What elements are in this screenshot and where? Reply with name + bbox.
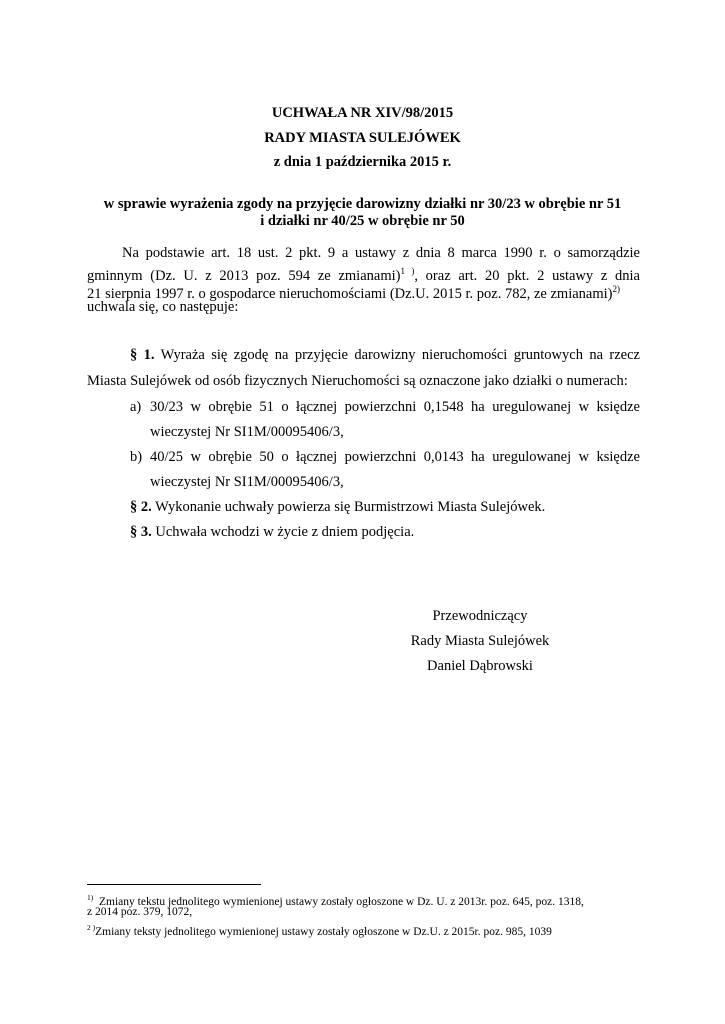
section-2-label: § 2. [130,499,152,515]
section-2 [130,498,545,516]
section-2-text: Wykonanie uchwały powierza się Burmistrzowi Miasta Sulejówek. [155,499,546,515]
footnote-2-text: Zmiany teksty jednolitego wymienionej ustawy zostały ogłoszone w Dz.U. z 2015r. poz. 985, 1039 [95,926,552,938]
section-3 [130,523,414,541]
preamble-line-4: uchwala się, co następuje: [87,299,239,315]
preamble-line-1: Na podstawie art. 18 ust. 2 pkt. 9 a ustawy z dnia 8 marca 1990 r. o samorządzie [122,245,640,261]
item-b-marker: b) [130,449,143,465]
preamble-line-2-text-b: , oraz art. 20 pkt. 2 ustawy z dnia [414,268,640,284]
subject-line-1: w sprawie wyrażenia zgody na przyjęcie darowizny działki nr 30/23 w obrębie nr 51 [103,196,622,212]
signature-council: Rady Miasta Sulejówek [410,633,550,649]
section-1-text: Wyraża się zgodę na przyjęcie darowizny nieruchomości gruntowych na rzecz [160,347,640,363]
preamble-line-2-text-a: gminnym (Dz. U. z 2013 poz. 594 ze zmianami) [87,268,401,284]
signature-role: Przewodniczący [432,608,528,624]
council-name: RADY MIASTA SULEJÓWEK [264,130,461,146]
item-b-line-1: 40/25 w obrębie 50 o łącznej powierzchni 0,0143 ha uregulowanej w księdze [150,449,640,465]
footnote-1-marker: 1) [87,893,94,902]
item-a-line-2: wieczystej Nr SI1M/00095406/3, [150,424,344,440]
section-3-text: Uchwała wchodzi w życie z dniem podjęcia. [155,524,415,540]
footnote-ref-2: 2) [612,284,620,294]
signature-name: Daniel Dąbrowski [427,658,533,674]
preamble-line-3-text: 21 sierpnia 1997 r. o gospodarce nieruchomościami (Dz.U. 2015 r. poz. 782, ze zmianami) [87,286,613,302]
item-a-line-1: 30/23 w obrębie 51 o łącznej powierzchni 0,1548 ha uregulowanej w księdze [150,399,640,415]
footnote-1-line-2: z 2014 poz. 379, 1072, [87,906,193,918]
resolution-number: UCHWAŁA NR XIV/98/2015 [271,105,454,121]
section-1-line-2: Miasta Sulejówek od osób fizycznych Nieruchomości są oznaczone jako działki o numerach: [87,373,628,389]
footnote-separator [87,884,261,885]
section-1-line-1 [130,346,640,364]
subject-line-2: i działki nr 40/25 w obrębie nr 50 [260,213,465,229]
footnote-2-marker: 2 ) [87,923,96,932]
section-3-label: § 3. [130,524,152,540]
footnote-2-line-1 [87,921,552,939]
item-b-line-2: wieczystej Nr SI1M/00095406/3, [150,474,344,490]
footnote-1-text: Zmiany tekstu jednolitego wymienionej ustawy zostały ogłoszone w Dz. U. z 2013r. poz. 645, poz. 1318, [99,896,584,908]
resolution-date: z dnia 1 października 2015 r. [273,154,452,170]
footnote-ref-1: 1 ) [400,266,415,276]
section-1-label: § 1. [130,347,155,363]
item-a-marker: a) [130,399,142,415]
